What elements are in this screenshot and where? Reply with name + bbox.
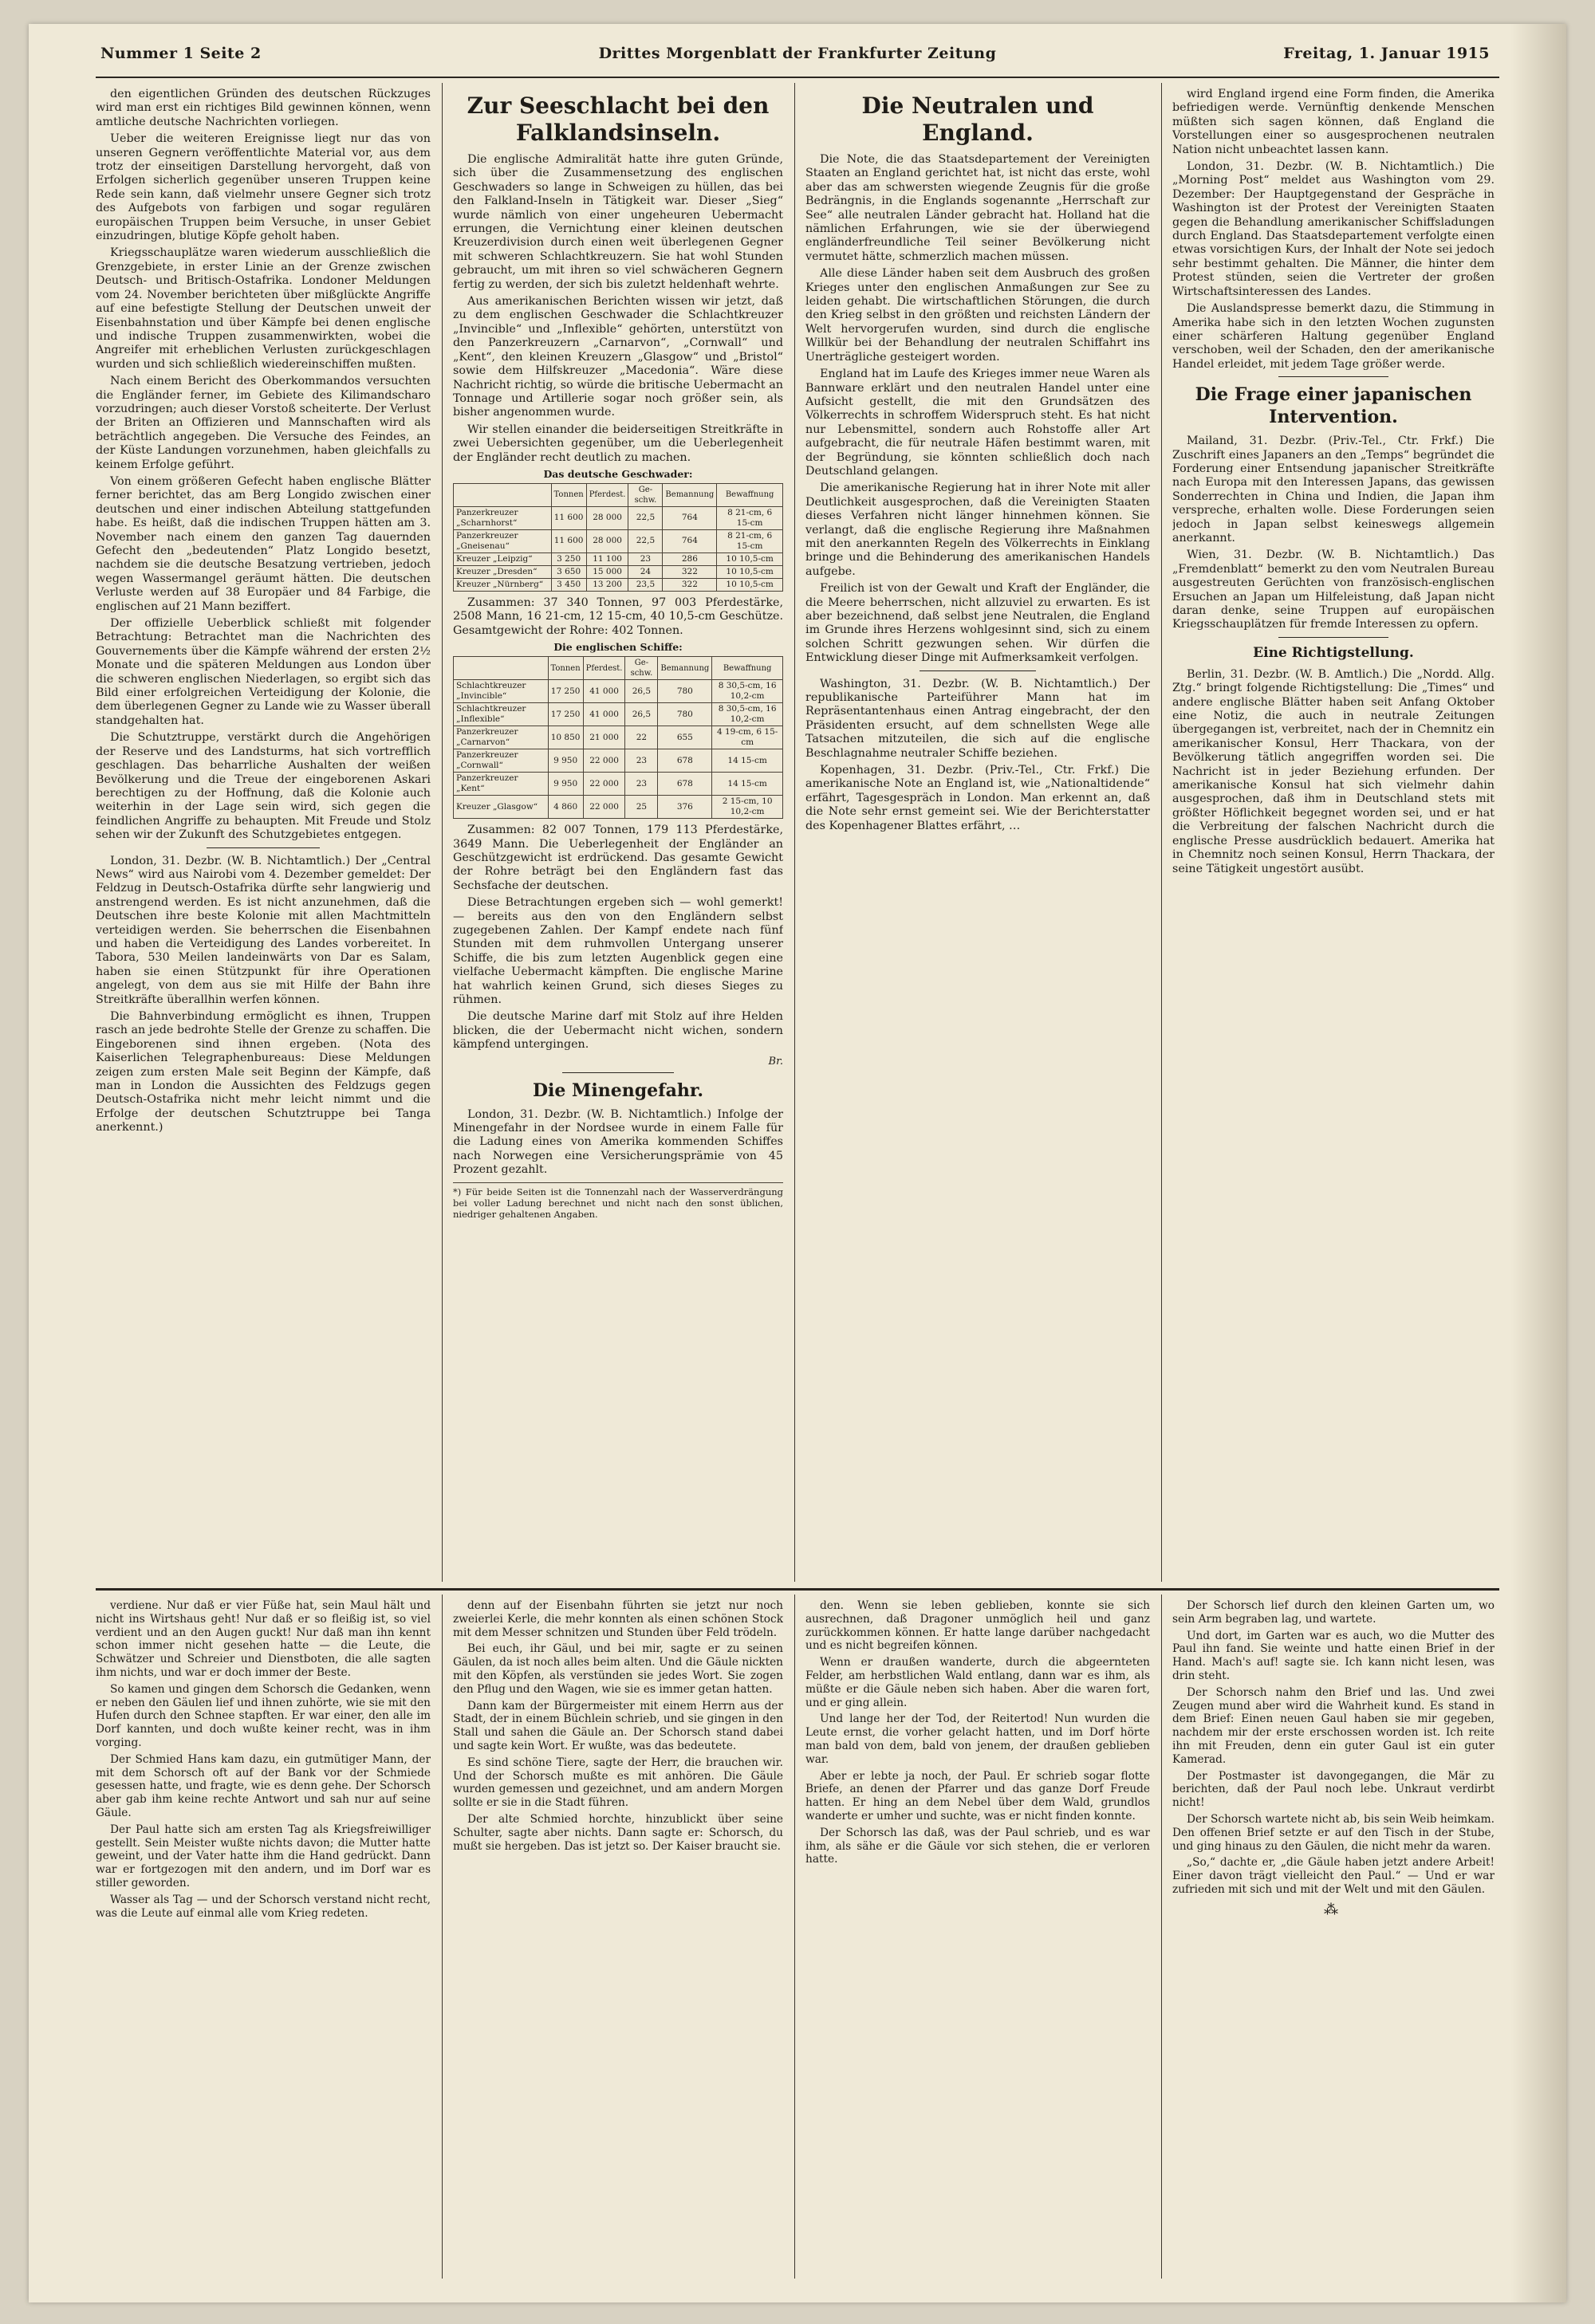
table-cell: 10 10,5-cm [717, 565, 783, 578]
newspaper-page [29, 24, 1566, 2302]
story-paragraph: Der Postmaster ist davongegangen, die Mär zu berichten, daß der Paul noch lebe. Unkraut verdirbt nicht! [1172, 1769, 1495, 1810]
table-row [454, 506, 783, 529]
news-item: Kopenhagen, 31. Dezbr. (Priv.-Tel., Ctr. Frkf.) Die amerikanische Note an England ist, wie „Nationaltidende“ erfährt, Tagesgespräch in London. Man erkennt an, daß die Note sehr ernst gemeint sei. Wie der Berichterstatter des Kopenhagener Blattes erfährt, … [805, 764, 1150, 832]
masthead: Drittes Morgenblatt der Frankfurter Zeitung [598, 45, 997, 62]
table-cell: 23 [625, 749, 658, 773]
table-cell: Panzerkreuzer „Scharnhorst“ [454, 506, 552, 529]
table-cell: 23 [628, 552, 663, 565]
table-caption: Das deutsche Geschwader: [543, 467, 693, 480]
paragraph: Die Auslandspresse bemerkt dazu, die Stimmung in Amerika habe sich in den letzten Wochen zugunsten einer schärferen Haltung gegenüber England verschoben, weil der Schaden, den der amerikanische Handel erleidet, mit jedem Tage größer werde. [1172, 302, 1495, 371]
column-rule [794, 83, 795, 1582]
table-cell: 22 000 [583, 749, 625, 773]
table-cell: 322 [663, 565, 717, 578]
table-cell: 764 [663, 529, 717, 552]
paragraph: Der offizielle Ueberblick schließt mit folgender Betrachtung: Betrachtet man die Nachrichten des Gouvernements über die Kämpfe während der ersten 2½ Monate und die späteren Meldungen aus London über die schweren englischen Niederlagen, so ergibt sich das Bild einer erfolgreichen Verteidigung der Kolonie, die dem überlegenen Gegner zu Lande wie zu Wasser überall standgehalten hat. [96, 617, 431, 727]
table-cell: 286 [663, 552, 717, 565]
paragraph: Von einem größeren Gefecht haben englische Blätter ferner berichtet, das am Berg Longido zwischen einer deutschen und einer indischen Abteilung stattgefunden habe. Es heißt, daß die indischen Truppen hätten am 3. November nach einem den ganzen Tag dauernden Gefecht den „bedeutenden“ Platz Longido besetzt, nachdem sie die deutsche Besatzung vertrieben, jedoch wegen Wassermangel geräumt hätten. Die deutschen Verluste werden auf 38 Europäer und 84 Farbige, die englischen auf 21 Mann beziffert. [96, 474, 431, 613]
table-cell: 28 000 [586, 506, 628, 529]
story-paragraph: Der Schorsch las daß, was der Paul schrieb, und es war ihm, als sähe er die Gäule vor sich stehen, die er verloren hatte. [805, 1826, 1150, 1866]
table-cell: 22 000 [583, 773, 625, 796]
table-header: Pferdest. [583, 657, 625, 680]
table-header: Bewaffnung [717, 483, 783, 506]
column-neutrals [805, 88, 1150, 1579]
table-cell: 678 [658, 749, 712, 773]
paragraph: London, 31. Dezbr. (W. B. Nichtamtlich.) Die „Morning Post“ meldet aus Washington vom 29. Dezember: Der Hauptgegenstand der Gespräche in Washington ist der Protest der Vereinigten Staaten gegen die Behandlung amerikanischer Schiffsladungen durch England. Das Staatsdepartement verfolgte einen etwas vorsichtigen Kurs, der Inhalt der Note sei jedoch sehr bestimmt gehalten. Die Männer, die hinter dem Protest stünden, seien die Vertreter der großen Wirtschaftsinteressen des Landes. [1172, 160, 1495, 298]
table-cell: 8 30,5-cm, 16 10,2-cm [712, 703, 783, 726]
table-row [454, 796, 783, 819]
article-title: Zur Seeschlacht bei den Falklandsinseln. [467, 92, 770, 146]
table-cell: 41 000 [583, 680, 625, 703]
table-cell: 322 [663, 578, 717, 591]
end-ornament: ⁂ [1324, 1901, 1343, 1918]
table-cell: 22 [625, 726, 658, 749]
table-cell: 11 600 [551, 506, 586, 529]
story-paragraph: „So,“ dachte er, „die Gäule haben jetzt andere Arbeit! Einer davon trägt vielleicht den Paul.“ — Und er war zufrieden mit sich und mit der Welt und mit den Gäulen. [1172, 1856, 1495, 1896]
table-cell: 8 21-cm, 6 15-cm [717, 506, 783, 529]
column-falklands [453, 88, 783, 1579]
story-paragraph: denn auf der Eisenbahn führten sie jetzt nur noch zweierlei Kerle, die mehr konnten als einen schönen Stock mit dem Messer schnitzen und Stunden über Feld trödeln. [453, 1599, 783, 1639]
table-row [454, 565, 783, 578]
paragraph: Kriegsschauplätze waren wiederum ausschließlich die Grenzgebiete, in erster Linie an der Grenze zwischen Deutsch- und Britisch-Ostafrika. Londoner Meldungen vom 24. November berichteten über mißglückte Angriffe auf eine befestigte Stellung der Deutschen unweit der Eisenbahnstation und über Kämpfe bei denen englische und indische Truppen zusammenwirkten, wobei die Angreifer mit erheblichen Verlusten zurückgeschlagen wurden und sich schließlich wiedereinschiffen mußten. [96, 246, 431, 371]
paragraph: Die Schutztruppe, verstärkt durch die Angehörigen der Reserve und des Landsturms, hat sich vortrefflich geschlagen. Das beharrliche Aushalten der weißen Bevölkerung und die Treue der eingeborenen Askari berechtigen zu der Hoffnung, daß die Kolonie auch weiterhin in der Lage sein wird, sich gegen die feindlichen Angriffe zu behaupten. Mit Freude und Stolz sehen wir der Zukunft des Schutzgebietes entgegen. [96, 731, 431, 842]
story-paragraph: Der Schorsch lief durch den kleinen Garten um, wo sein Arm begraben lag, und wartete. [1172, 1599, 1495, 1626]
story-paragraph: Dann kam der Bürgermeister mit einem Herrn aus der Stadt, der in einem Büchlein schrieb, und sie gingen in den Stall und sahen die Gäule an. Der Schorsch stand dabei und sagte kein Wort. Er wußte, was das bedeutete. [453, 1699, 783, 1752]
paragraph: Die Note, die das Staatsdepartement der Vereinigten Staaten an England gerichtet hat, ist nicht das erste, wohl aber das am schwersten wiegende Zeugnis für die große Bedrängnis, in die Englands sogenannte „Herrschaft zur See“ alle neutralen Länder gebracht hat. Holland hat die nämlichen Erfahrungen, wie sie der überwiegend engländerfreundliche Teil seiner Bevölkerung nicht vermutet hätte, schmerzlich machen müssen. [805, 153, 1150, 263]
column-rule [442, 83, 443, 1582]
table-cell: 13 200 [586, 578, 628, 591]
table-cell: 10 10,5-cm [717, 578, 783, 591]
table-cell: 22,5 [628, 506, 663, 529]
table-cell: 11 600 [551, 529, 586, 552]
table-header: Bewaffnung [712, 657, 783, 680]
table-row [454, 552, 783, 565]
table-cell: 17 250 [548, 680, 583, 703]
table-header: Tonnen [551, 483, 586, 506]
table-cell: 8 21-cm, 6 15-cm [717, 529, 783, 552]
table-caption: Die englischen Schiffe: [553, 641, 683, 654]
story-paragraph: verdiene. Nur daß er vier Füße hat, sein Maul hält und nicht ins Wirtshaus geht! Nur daß er so fleißig ist, so viel verdient und an den Augen guckt! Nur daß man ihn kennt schon immer nicht gesehen hatte — die Leute, die Schwätzer und Schreier und Dienstboten, die alle sagten ihm nichts, und war er doch immer der Beste. [96, 1599, 431, 1679]
column-japan [1172, 88, 1495, 1579]
table-cell: 25 [625, 796, 658, 819]
table-cell: 11 100 [586, 552, 628, 565]
section-divider [920, 670, 1037, 671]
page-number: Nummer 1 Seite 2 [100, 45, 262, 62]
paragraph: Ueber die weiteren Ereignisse liegt nur das von unseren Gegnern veröffentlichte Material vor, aus dem trotz der einseitigen Darstellung hervorgeht, daß von Erfolgen sicherlich gegenüber unseren Truppen keine Rede sein kann, daß vielmehr unsere Gegner sich trotz des Aufgebots von farbigen und sogar regulären europäischen Truppen beim Versuche, in unser Gebiet einzudringen, blutige Köpfe geholt haben. [96, 132, 431, 243]
table-cell: 780 [658, 703, 712, 726]
story-paragraph: Wenn er draußen wanderte, durch die abgeernteten Felder, am herbstlichen Wald entlang, dann war es ihm, als müßte er die Gäule neben sich haben. Aber die waren fort, und er ging allein. [805, 1656, 1150, 1709]
table-cell: 26,5 [625, 703, 658, 726]
british-ships-table [453, 656, 783, 819]
table-row [454, 703, 783, 726]
section-divider [1278, 637, 1388, 638]
table-cell: 28 000 [586, 529, 628, 552]
paragraph: Zusammen: 82 007 Tonnen, 179 113 Pferdestärke, 3649 Mann. Die Ueberlegenheit der Engländer an Geschützgewicht ist erdrückend. Das gesamte Gewicht der Rohre beträgt bei den Engländern fast das Sechsfache der deutschen. [453, 824, 783, 892]
table-cell: 3 650 [551, 565, 586, 578]
table-cell: 764 [663, 506, 717, 529]
paragraph: Diese Betrachtungen ergeben sich — wohl gemerkt! — bereits aus den von den Engländern selbst zugegebenen Zahlen. Der Kampf endete nach fünf Stunden mit dem ruhmvollen Untergang unserer Schiffe, die bis zum letzten Augenblick gegen eine vielfache Uebermacht kämpften. Die englische Marine hat wahrlich keinen Grund, sich dieses Sieges zu rühmen. [453, 896, 783, 1007]
table-cell: 376 [658, 796, 712, 819]
table-cell: 26,5 [625, 680, 658, 703]
paragraph: Aus amerikanischen Berichten wissen wir jetzt, daß zu dem englischen Geschwader die Schlachtkreuzer „Invincible“ und „Inflexible“ gehörten, unterstützt von den Panzerkreuzern „Carnarvon“, „Cornwall“ und „Kent“, den kleinen Kreuzern „Glasgow“ und „Bristol“ sowie dem Hilfskreuzer „Macedonia“. Wäre diese Nachricht richtig, so würde die britische Uebermacht an Tonnage und Artillerie sogar noch größer sein, als bisher angenommen wurde. [453, 295, 783, 419]
news-item: Die Bahnverbindung ermöglicht es ihnen, Truppen rasch an jede bedrohte Stelle der Grenze zu schaffen. Die Eingeborenen sind ihnen ergeben. (Nota des Kaiserlichen Telegraphenbureaus: Diese Meldungen zeigen zum ersten Male seit Beginn der Kämpfe, daß man in London die Aussichten des Feldzugs gegen Deutsch-Ostafrika nicht mehr leicht nimmt und die Erfolge der deutschen Schutztruppe bei Tanga anerkennt.) [96, 1010, 431, 1134]
table-cell: 24 [628, 565, 663, 578]
table-row [454, 578, 783, 591]
news-item: Wien, 31. Dezbr. (W. B. Nichtamtlich.) Das „Fremdenblatt“ bemerkt zu den vom Neutralen Bureau ausgestreuten Gerüchten von französisch-englischen Ersuchen an Japan um Hilfeleistung, daß Japan nicht daran denke, seine Truppen auf europäischen Kriegsschauplätzen für fremde Interessen zu opfern. [1172, 549, 1495, 631]
table-cell: 15 000 [586, 565, 628, 578]
author-signature: Br. [768, 1055, 783, 1068]
paragraph: Alle diese Länder haben seit dem Ausbruch des großen Krieges unter den englischen Anmaßungen zur See zu leiden gehabt. Die wirtschaftlichen Störungen, die durch den Krieg selbst in den größten und reichsten Ländern der Welt hervorgerufen wurden, sind durch die englische Willkür bei der Behandlung der neutralen Schiffahrt ins Unerträgliche gesteigert worden. [805, 267, 1150, 364]
story-paragraph: Und lange her der Tod, der Reitertod! Nun wurden die Leute ernst, die vorher gelacht hatten, und im Dorf hörte man bald von dem, bald von jenem, der draußen geblieben war. [805, 1713, 1150, 1766]
table-cell: Panzerkreuzer „Kent“ [454, 773, 549, 796]
table-header: Bemannung [663, 483, 717, 506]
column-war-report [96, 88, 431, 1579]
table-cell: 780 [658, 680, 712, 703]
table-cell: 22 000 [583, 796, 625, 819]
paragraph: Wir stellen einander die beiderseitigen Streitkräfte in zwei Uebersichten gegenüber, um die Ueberlegenheit der Engländer recht deutlich zu machen. [453, 423, 783, 464]
table-cell: 8 30,5-cm, 16 10,2-cm [712, 680, 783, 703]
table-cell: Kreuzer „Leipzig“ [454, 552, 552, 565]
paragraph: England hat im Laufe des Krieges immer neue Waren als Bannware erklärt und den neutralen Handel unter eine Aufsicht gestellt, die mit den Grundsätzen des Völkerrechts in schroffem Widerspruch steht. Es hat nicht nur Lebensmittel, sondern auch Rohstoffe aller Art aufgebracht, die für neutrale Häfen bestimmt waren, mit der Begründung, sie könnten schließlich doch nach Deutschland gelangen. [805, 368, 1150, 478]
column-rule [442, 1595, 443, 2279]
table-cell: 23,5 [628, 578, 663, 591]
table-cell: 3 250 [551, 552, 586, 565]
german-ships-table [453, 483, 783, 592]
article-title: Die Minengefahr. [532, 1079, 704, 1101]
story-paragraph: Der Schorsch wartete nicht ab, bis sein Weib heimkam. Den offenen Brief setzte er auf den Tisch in der Stube, und ging hinaus zu den Gäulen, die nicht mehr da waren. [1172, 1812, 1495, 1853]
table-cell: Kreuzer „Dresden“ [454, 565, 552, 578]
table-header [454, 657, 549, 680]
paragraph: wird England irgend eine Form finden, die Amerika befriedigen werde. Vernünftig denkende Menschen müßten sich sagen können, daß England die Vorstellungen einer so ausgesprochenen neutralen Nation nicht unbeachtet lassen kann. [1172, 88, 1495, 156]
feuilleton-column-1 [96, 1599, 431, 2277]
table-cell: Schlachtkreuzer „Inflexible“ [454, 703, 549, 726]
news-item: Washington, 31. Dezbr. (W. B. Nichtamtlich.) Der republikanische Parteiführer Mann hat im Repräsentantenhaus einen Antrag eingebracht, der den Präsidenten ersucht, auf dem schnellsten Wege alle Tatsachen mitzuteilen, die sich auf die englische Beschlagnahme neutraler Schiffe beziehen. [805, 677, 1150, 760]
table-cell: 2 15-cm, 10 10,2-cm [712, 796, 783, 819]
table-cell: 17 250 [548, 703, 583, 726]
column-rule [1161, 83, 1162, 1582]
feuilleton-column-2 [453, 1599, 783, 2277]
table-cell: 14 15-cm [712, 749, 783, 773]
story-paragraph: Der Schmied Hans kam dazu, ein gutmütiger Mann, der mit dem Schorsch oft auf der Bank vor der Schmiede gesessen hatte, und fragte, wie es denn gehe. Der Schorsch aber gab ihm keine rechte Antwort und sah nur auf seine Gäule. [96, 1752, 431, 1819]
footnote: *) Für beide Seiten ist die Tonnenzahl nach der Wasserverdrängung bei voller Ladung berechnet und nicht nach den sonst üblichen, niedriger gehaltenen Angaben. [453, 1182, 783, 1220]
story-paragraph: Es sind schöne Tiere, sagte der Herr, die brauchen wir. Und der Schorsch mußte es mit anhören. Die Gäule wurden gemessen und gezeichnet, und am andern Morgen sollte er sie in die Stadt führen. [453, 1756, 783, 1810]
date-line: Freitag, 1. Januar 1915 [1283, 45, 1490, 62]
article-title: Die Frage einer japanischen Intervention. [1195, 384, 1472, 428]
table-cell: 22,5 [628, 529, 663, 552]
table-cell: 41 000 [583, 703, 625, 726]
article-title: Eine Richtigstellung. [1253, 644, 1414, 661]
paragraph: Freilich ist von der Gewalt und Kraft der Engländer, die die Meere beherrschen, nicht allzuviel zu erwarten. Es ist aber bezeichnend, daß selbst jene Neutralen, die England im Grunde ihres Herzens wohlgesinnt sind, sich zu einem solchen Schritt gezwungen sehen. Wir dürfen die Entwicklung dieser Dinge mit Aufmerksamkeit verfolgen. [805, 582, 1150, 665]
table-header: Pferdest. [586, 483, 628, 506]
page-edge-shadow [1510, 24, 1566, 2302]
news-item: Berlin, 31. Dezbr. (W. B. Amtlich.) Die „Nordd. Allg. Ztg.“ bringt folgende Richtigstellung: Die „Times“ und andere englische Blätter haben seit Anfang Oktober eine Notiz, die auch in neutrale Zeitungen übergegangen ist, verbreitet, nach der in Chemnitz ein amerikanischer Konsul, Herr Thackara, von der Bevölkerung tätlich angegriffen worden sei. Die Nachricht ist in jeder Beziehung erfunden. Der amerikanische Konsul hat sich vielmehr dahin ausgesprochen, daß ihm in Deutschland stets mit größter Höflichkeit begegnet worden sei, und er hat die Verbreitung der falschen Nachricht durch die englische Presse ausdrücklich bedauert. Amerika hat in Chemnitz noch seinen Konsul, Herrn Thackara, der seine Tätigkeit ungestört ausübt. [1172, 667, 1495, 875]
table-cell: 655 [658, 726, 712, 749]
table-cell: 4 860 [548, 796, 583, 819]
table-cell: 10 10,5-cm [717, 552, 783, 565]
paragraph: Nach einem Bericht des Oberkommandos versuchten die Engländer ferner, im Gebiete des Kilimandscharo vorzudringen; auch dieser Vorstoß scheiterte. Der Verlust der Briten an Offizieren und Mannschaften wird als beträchtlich angegeben. Die Versuche des Feindes, an der Küste Landungen vorzunehmen, haben gleichfalls zu keinem Erfolge geführt. [96, 375, 431, 471]
table-cell: Kreuzer „Glasgow“ [454, 796, 549, 819]
table-cell: 678 [658, 773, 712, 796]
story-paragraph: Wasser als Tag — und der Schorsch verstand nicht recht, was die Leute auf einmal alle vom Krieg redeten. [96, 1893, 431, 1920]
table-row [454, 680, 783, 703]
news-item: London, 31. Dezbr. (W. B. Nichtamtlich.) Der „Central News“ wird aus Nairobi vom 4. Dezember gemeldet: Der Feldzug in Deutsch-Ostafrika dürfte sehr langwierig und anstrengend werden. Es ist nicht anzunehmen, daß die Deutschen ihre beste Kolonie mit allen Machtmitteln verteidigen werden. Sie beherrschen die Eisenbahnen und haben die Verteidigung des Landes vorbereitet. In Tabora, 530 Meilen landeinwärts von Dar es Salam, haben sie einen Stützpunkt für ihre Operationen angelegt, von dem aus sie mit Hilfe der Bahn ihre Streitkräfte überallhin werfen können. [96, 854, 431, 1006]
table-header: Ge-schw. [625, 657, 658, 680]
table-cell: Schlachtkreuzer „Invincible“ [454, 680, 549, 703]
story-paragraph: Der Paul hatte sich am ersten Tag als Kriegsfreiwilliger gestellt. Sein Meister wußte nichts davon; die Mutter hatte geweint, und der Vater hatte ihm die Hand gedrückt. Dann war er fortgezogen mit den andern, und im Dorf war es stiller geworden. [96, 1823, 431, 1889]
table-header: Tonnen [548, 657, 583, 680]
story-paragraph: den. Wenn sie leben geblieben, konnte sie sich ausrechnen, daß Dragoner unmöglich heil und ganz zurückkommen können. Er hatte lange darüber nachgedacht und es nicht begreifen können. [805, 1599, 1150, 1653]
table-header: Ge-schw. [628, 483, 663, 506]
paragraph: den eigentlichen Gründen des deutschen Rückzuges wird man erst ein richtiges Bild gewinnen können, wenn amtliche deutsche Nachrichten vorliegen. [96, 88, 431, 128]
story-paragraph: Bei euch, ihr Gäul, und bei mir, sagte er zu seinen Gäulen, da ist noch alles beim alten. Und die Gäule nickten mit den Köpfen, als verstünden sie jedes Wort. Sie zogen den Pflug und den Wagen, wie sie es immer getan hatten. [453, 1642, 783, 1696]
news-item: Mailand, 31. Dezbr. (Priv.-Tel., Ctr. Frkf.) Die Zuschrift eines Japaners an den „Temps“ begründet die Forderung einer Entsendung japanischer Streitkräfte nach Europa mit den Interessen Japans, das gewissen Sonderrechten in China und Indien, die Japan ihm verspreche, erhalten wolle. Diese Forderungen seien jedoch in Japan selbst keineswegs allgemein anerkannt. [1172, 435, 1495, 545]
table-cell: 9 950 [548, 749, 583, 773]
paragraph: Die englische Admiralität hatte ihre guten Gründe, sich über die Zusammensetzung des englischen Geschwaders so lange in Schweigen zu hüllen, das bei den Falkland-Inseln in Tätigkeit war. Dieser „Sieg“ wurde nämlich von einer ungeheuren Uebermacht errungen, die Vernichtung einer kleinen deutschen Kreuzerdivision durch einen weit überlegenen Gegner mit schweren Schlachtkreuzern. Sie hat wohl Stunden gebraucht, um mit ihren so viel schwächeren Gegnern fertig zu werden, der sich bis zuletzt heldenhaft wehrte. [453, 153, 783, 291]
story-paragraph: Aber er lebte ja noch, der Paul. Er schrieb sogar flotte Briefe, an denen der Pfarrer und das ganze Dorf Freude hatten. Er hing an dem Nebel über dem Wald, grundlos wanderte er umher und suchte, was er nicht finden konnte. [805, 1769, 1150, 1823]
story-paragraph: So kamen und gingen dem Schorsch die Gedanken, wenn er neben den Gäulen lief und ihnen zuhörte, wie sie mit den Hufen durch den Schnee stapften. Er war einer, den alle im Dorf kannten, und doch wußte keiner recht, was in ihm vorging. [96, 1682, 431, 1749]
table-header: Bemannung [658, 657, 712, 680]
table-cell: Panzerkreuzer „Gneisenau“ [454, 529, 552, 552]
feuilleton-column-4 [1172, 1599, 1495, 2277]
table-cell: 14 15-cm [712, 773, 783, 796]
article-title: Die Neutralen und England. [861, 92, 1094, 146]
story-paragraph: Der alte Schmied horchte, hinzublickt über seine Schulter, sagte aber nichts. Dann sagte er: Schorsch, du mußt sie hergeben. Das ist jetzt so. Der Kaiser braucht sie. [453, 1812, 783, 1853]
table-cell: Panzerkreuzer „Carnarvon“ [454, 726, 549, 749]
section-divider [207, 847, 321, 848]
section-divider [1278, 376, 1388, 377]
table-row [454, 773, 783, 796]
table-header [454, 483, 552, 506]
table-cell: Kreuzer „Nürnberg“ [454, 578, 552, 591]
table-row [454, 749, 783, 773]
header-rule [96, 77, 1499, 78]
table-row [454, 529, 783, 552]
table-cell: 4 19-cm, 6 15-cm [712, 726, 783, 749]
table-cell: 3 450 [551, 578, 586, 591]
feuilleton-column-3 [805, 1599, 1150, 2277]
table-cell: 21 000 [583, 726, 625, 749]
story-paragraph: Der Schorsch nahm den Brief und las. Und zwei Zeugen mund aber wird die Wahrheit kund. Es stand in dem Brief: Einen neuen Gaul haben sie mir gegeben, nachdem mir der erste erschossen worden ist. Ich reite ihn mit Freuden, denn ein guter Gaul ist ein guter Kamerad. [1172, 1685, 1495, 1766]
paragraph: Die amerikanische Regierung hat in ihrer Note mit aller Deutlichkeit ausgesprochen, daß die Vereinigten Staaten dieses Verfahren nicht länger hinnehmen können. Sie verlangt, daß die englische Regierung ihre Maßnahmen mit den anerkannten Regeln des Völkerrechts in Einklang bringe und die Behinderung des amerikanischen Handels aufgebe. [805, 482, 1150, 578]
table-cell: Panzerkreuzer „Cornwall“ [454, 749, 549, 773]
feuilleton-rule [96, 1588, 1499, 1591]
table-cell: 10 850 [548, 726, 583, 749]
table-cell: 23 [625, 773, 658, 796]
table-cell: 9 950 [548, 773, 583, 796]
summary: Zusammen: 37 340 Tonnen, 97 003 Pferdestärke, 2508 Mann, 16 21-cm, 12 15-cm, 40 10,5-cm Geschütze. Gesamtgewicht der Rohre: 402 Tonnen. [453, 596, 783, 637]
section-divider [562, 1072, 675, 1073]
paragraph: Die deutsche Marine darf mit Stolz auf ihre Helden blicken, die der Uebermacht nicht wichen, sondern kämpfend untergingen. [453, 1010, 783, 1052]
column-rule [794, 1595, 795, 2279]
column-rule [1161, 1595, 1162, 2279]
story-paragraph: Und dort, im Garten war es auch, wo die Mutter des Paul ihn fand. Sie weinte und hatte einen Brief in der Hand. Mach's auf! sagte sie. Ich kann nicht lesen, was drin steht. [1172, 1629, 1495, 1682]
news-item: London, 31. Dezbr. (W. B. Nichtamtlich.) Infolge der Minengefahr in der Nordsee wurde in einem Falle für die Ladung eines von Amerika kommenden Schiffes nach Norwegen eine Versicherungsprämie von 45 Prozent gezahlt. [453, 1107, 783, 1177]
table-row [454, 726, 783, 749]
